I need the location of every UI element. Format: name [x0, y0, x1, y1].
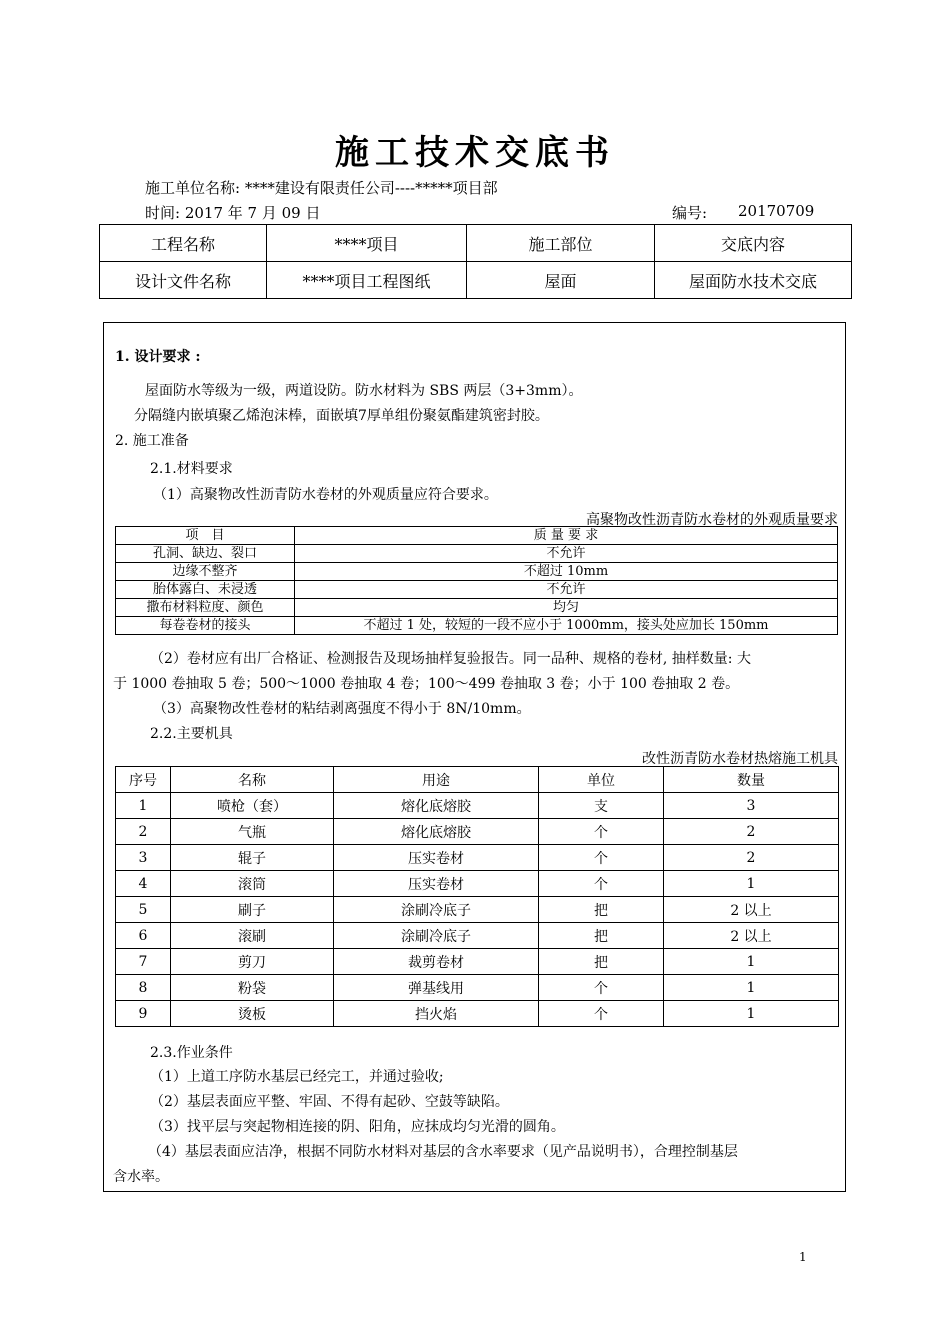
table-cell: 气瓶: [171, 819, 334, 845]
document-title: 施工技术交底书: [335, 133, 615, 173]
table-cell: 2 以上: [664, 923, 839, 949]
section1-heading: 1. 设计要求 :: [115, 349, 201, 365]
table-cell: 均匀: [295, 599, 838, 617]
table-row: [116, 897, 839, 923]
table-cell: 熔化底熔胶: [334, 793, 539, 819]
table-header-cell: 项 目: [116, 527, 295, 545]
table-cell: 7: [116, 949, 171, 975]
table-cell: 孔洞、缺边、裂口: [116, 545, 295, 563]
table-cell: 涂刷冷底子: [334, 897, 539, 923]
table-cell: 边缘不整齐: [116, 563, 295, 581]
table-row: [116, 975, 839, 1001]
section1-line-1: 屋面防水等级为一级，两道设防。防水材料为 SBS 两层（3+3mm）。: [145, 383, 583, 399]
subsection-2-2-heading: 2.2.主要机具: [150, 726, 233, 742]
condition-2: （2）基层表面应平整、牢固、不得有起砂、空鼓等缺陷。: [150, 1094, 509, 1110]
table-cell: 熔化底熔胶: [334, 819, 539, 845]
table-cell: 8: [116, 975, 171, 1001]
table-row: [116, 923, 839, 949]
table-cell: 2: [664, 845, 839, 871]
table-cell: 胎体露白、未浸透: [116, 581, 295, 599]
table-cell: 个: [539, 1001, 664, 1027]
table-row: [116, 617, 838, 635]
table-cell: 不允许: [295, 545, 838, 563]
table-cell: ****项目工程图纸: [267, 262, 467, 299]
table-cell: 5: [116, 897, 171, 923]
table-header-cell: 名称: [171, 767, 334, 793]
table-cell: 剪刀: [171, 949, 334, 975]
table-cell: 个: [539, 975, 664, 1001]
table-row: [116, 949, 839, 975]
table-cell: 把: [539, 897, 664, 923]
table-cell: 撒布材料粒度、颜色: [116, 599, 295, 617]
quality-table: [115, 526, 838, 635]
date-line: 时间: 2017 年 7 月 09 日: [145, 204, 321, 222]
condition-4-continued: 含水率。: [113, 1169, 169, 1185]
table-row: [116, 599, 838, 617]
table-cell: 9: [116, 1001, 171, 1027]
table-header-row: [116, 527, 838, 545]
header-table: [99, 224, 852, 299]
condition-3: （3）找平层与突起物相连接的阴、阳角，应抹成均匀光滑的圆角。: [150, 1119, 565, 1135]
table-row: [116, 819, 839, 845]
table-cell: 喷枪（套）: [171, 793, 334, 819]
table-cell: 辊子: [171, 845, 334, 871]
table-cell: 3: [664, 793, 839, 819]
table-cell: 压实卷材: [334, 871, 539, 897]
table-cell: 裁剪卷材: [334, 949, 539, 975]
table-cell: 2: [664, 819, 839, 845]
table-cell: 涂刷冷底子: [334, 923, 539, 949]
material-item-3: （3）高聚物改性卷材的粘结剥离强度不得小于 8N/10mm。: [153, 701, 531, 717]
table-cell: 把: [539, 923, 664, 949]
table-row: [116, 793, 839, 819]
code-label: 编号:: [672, 204, 708, 222]
subsection-2-1-heading: 2.1.材料要求: [150, 461, 233, 477]
table-cell: 2 以上: [664, 897, 839, 923]
table-header-row: [116, 767, 839, 793]
condition-1: （1）上道工序防水基层已经完工，并通过验收;: [150, 1069, 444, 1085]
table-cell: 不允许: [295, 581, 838, 599]
table-cell: 设计文件名称: [100, 262, 267, 299]
table-cell: 施工部位: [467, 225, 655, 262]
table-cell: 交底内容: [655, 225, 852, 262]
table-header-cell: 数量: [664, 767, 839, 793]
table-header-cell: 序号: [116, 767, 171, 793]
table-cell: 6: [116, 923, 171, 949]
tools-table-caption: 改性沥青防水卷材热熔施工机具: [642, 751, 838, 767]
table-cell: 2: [116, 819, 171, 845]
table-row: [116, 1001, 839, 1027]
table-cell: 1: [664, 871, 839, 897]
material-item-2-line-2: 于 1000 卷抽取 5 卷；500～1000 卷抽取 4 卷；100～499 卷抽取 3 卷；小于 100 卷抽取 2 卷。: [113, 676, 740, 692]
table-cell: 挡火焰: [334, 1001, 539, 1027]
page-number: 1: [799, 1250, 807, 1264]
table-row: [116, 581, 838, 599]
material-item-2-line-1: （2）卷材应有出厂合格证、检测报告及现场抽样复验报告。同一品种、规格的卷材, 抽样数量: 大: [150, 651, 751, 667]
table-header-cell: 单位: [539, 767, 664, 793]
table-cell: 刷子: [171, 897, 334, 923]
subsection-2-3-heading: 2.3.作业条件: [150, 1045, 233, 1061]
table-cell: 1: [116, 793, 171, 819]
table-header-cell: 用途: [334, 767, 539, 793]
section1-line-2: 分隔缝内嵌填聚乙烯泡沫棒，面嵌填7厚单组份聚氨酯建筑密封胶。: [134, 408, 549, 424]
table-cell: 个: [539, 819, 664, 845]
table-cell: 压实卷材: [334, 845, 539, 871]
quality-table-caption: 高聚物改性沥青防水卷材的外观质量要求: [586, 512, 838, 528]
condition-4: （4）基层表面应洁净，根据不同防水材料对基层的含水率要求（见产品说明书），合理控制基层: [148, 1144, 738, 1160]
construction-unit: 施工单位名称: ****建设有限责任公司----*****项目部: [145, 179, 498, 197]
table-cell: 屋面防水技术交底: [655, 262, 852, 299]
table-cell: 1: [664, 949, 839, 975]
table-cell: 每卷卷材的接头: [116, 617, 295, 635]
table-cell: 工程名称: [100, 225, 267, 262]
table-cell: 个: [539, 871, 664, 897]
table-cell: 支: [539, 793, 664, 819]
table-row: [116, 563, 838, 581]
table-cell: 1: [664, 1001, 839, 1027]
table-cell: 4: [116, 871, 171, 897]
section2-heading: 2. 施工准备: [115, 433, 189, 449]
table-cell: 粉袋: [171, 975, 334, 1001]
table-cell: 3: [116, 845, 171, 871]
table-cell: 个: [539, 845, 664, 871]
tools-table: [115, 766, 839, 1027]
table-cell: ****项目: [267, 225, 467, 262]
material-item-1: （1）高聚物改性沥青防水卷材的外观质量应符合要求。: [153, 487, 498, 503]
table-cell: 烫板: [171, 1001, 334, 1027]
table-row: [100, 262, 852, 299]
table-cell: 弹基线用: [334, 975, 539, 1001]
table-cell: 滚刷: [171, 923, 334, 949]
table-row: [100, 225, 852, 262]
table-cell: 屋面: [467, 262, 655, 299]
table-header-cell: 质 量 要 求: [295, 527, 838, 545]
table-row: [116, 845, 839, 871]
code-value: 20170709: [738, 202, 815, 220]
table-row: [116, 545, 838, 563]
table-cell: 滚筒: [171, 871, 334, 897]
table-cell: 把: [539, 949, 664, 975]
table-cell: 不超过 1 处，较短的一段不应小于 1000mm，接头处应加长 150mm: [295, 617, 838, 635]
table-row: [116, 871, 839, 897]
table-cell: 不超过 10mm: [295, 563, 838, 581]
table-cell: 1: [664, 975, 839, 1001]
